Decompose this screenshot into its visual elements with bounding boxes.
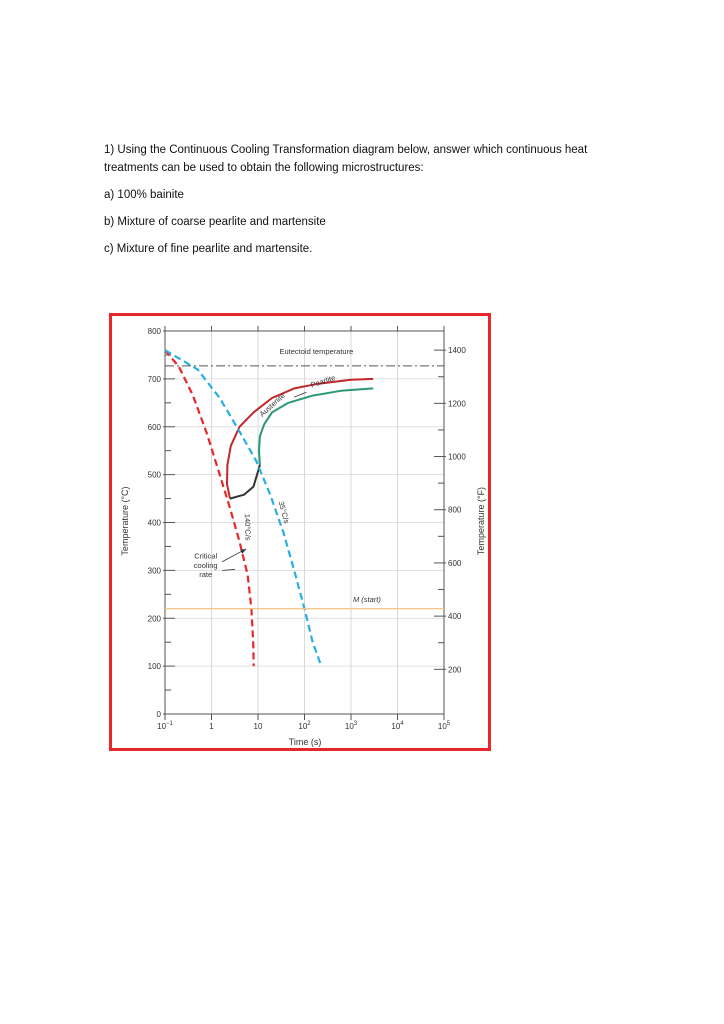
annotation: cooling <box>193 560 218 570</box>
y2-tick-label: 200 <box>448 665 462 675</box>
y2-axis-label: Temperature (°F) <box>476 486 486 556</box>
grid-layer <box>165 331 444 714</box>
series-cooling-35 <box>165 350 321 666</box>
annotation-layer <box>194 347 382 604</box>
annotation: 140°C/s <box>242 513 253 541</box>
annotation: Austenite <box>257 390 287 419</box>
y2-tick-label: 800 <box>448 505 462 515</box>
series-cooling-140 <box>165 350 254 666</box>
y-tick-label: 0 <box>156 710 161 719</box>
x-tick-label: 10 <box>253 722 263 731</box>
y-tick-label: 700 <box>147 374 161 384</box>
y2-tick-label: 1400 <box>448 346 466 356</box>
question-item-a: a) 100% bainite <box>104 189 184 201</box>
question-item-b: b) Mixture of coarse pearlite and martensite <box>104 216 326 228</box>
y2-tick-label: 1200 <box>448 399 466 409</box>
y-tick-label: 400 <box>147 518 161 528</box>
y2-tick-label: 400 <box>448 612 462 622</box>
x-tick-label: $10^{-1}$ <box>157 721 173 731</box>
y2-tick-label: 600 <box>448 558 462 568</box>
y-tick-label: 100 <box>147 662 161 672</box>
x-tick-label: $10^5$ <box>437 721 451 731</box>
annotation: Eutectoid temperature <box>279 346 354 356</box>
annotation: 35°C/s <box>276 500 292 525</box>
annotation: M (start) <box>352 594 381 604</box>
annotation: Critical <box>194 551 218 561</box>
x-tick-label: $10^3$ <box>344 721 358 731</box>
x-tick-label: $10^4$ <box>391 721 404 731</box>
y-tick-label: 500 <box>147 470 161 480</box>
x-tick-label: 1 <box>209 722 214 731</box>
annotation: Pearlite <box>309 373 337 390</box>
question-item-c: c) Mixture of fine pearlite and martensite. <box>104 243 313 255</box>
y-tick-label: 600 <box>147 422 161 432</box>
annotation: rate <box>199 570 213 580</box>
y-tick-label: 200 <box>147 614 161 624</box>
y-tick-label: 800 <box>147 327 161 336</box>
y-tick-label: 300 <box>147 566 161 576</box>
x-tick-label: $10^2$ <box>298 721 311 731</box>
y-axis-label: Temperature (°C) <box>120 486 130 556</box>
question-intro: 1) Using the Continuous Cooling Transformation diagram below, answer which continuous heat treatments can be used to obtain the following microstructures: <box>104 144 588 174</box>
y2-tick-label: 1000 <box>448 452 466 462</box>
series-bainite-boundary <box>230 465 260 499</box>
x-axis-label: Time (s) <box>288 737 322 747</box>
